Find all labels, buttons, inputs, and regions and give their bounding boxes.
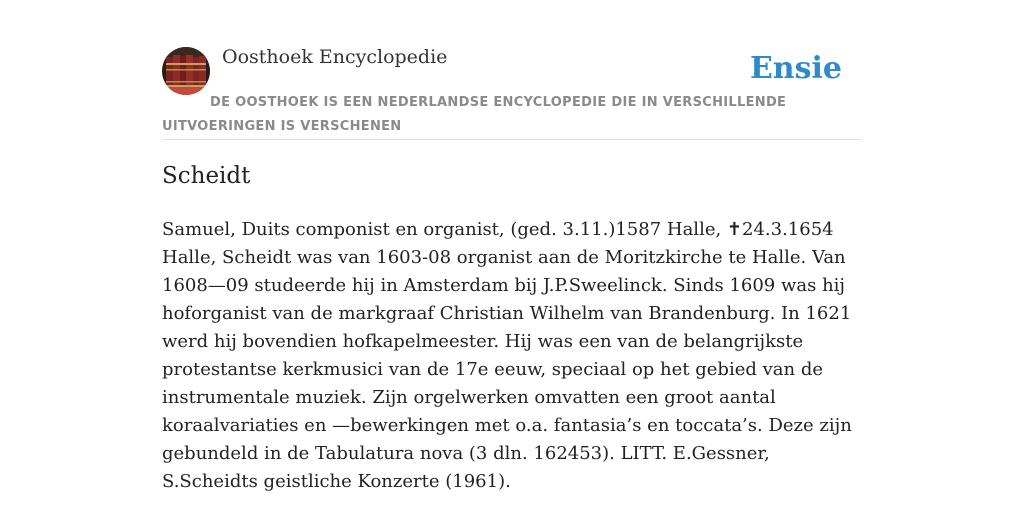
site-name-link[interactable]: Oosthoek Encyclopedie [222,46,448,68]
article-body: Samuel, Duits componist en organist, (ged. 3.11.)1587 Halle, ✝24.3.1654 Halle, Scheidt was van 1603-08 organist aan de Moritzkirche te Halle. Van 1608—09 studeerde hij in Amsterdam bij J.P.Sweelinck. Sinds 1609 was hij hoforganist van de markgraaf Christian Wilhelm van Brandenburg. In 1621 werd hij bovendien hofkapelmeester. Hij was een van de belangrijkste protestantse kerkmusici van de 17e eeuw, speciaal op het gebied van de instrumentale muziek. Zijn orgelwerken omvatten een groot aantal koraalvariaties en —bewerkingen met o.a. fantasia’s en toccata’s. Deze zijn gebundeld in de Tabulatura nova (3 dln. 162453). LITT. E.Gessner, S.Scheidts geistliche Konzerte (1961). [162,219,852,492]
brand-logo[interactable]: Ensie [749,51,842,86]
header-divider [162,139,862,140]
encyclopedia-books-icon[interactable] [162,47,210,95]
site-tagline: DE OOSTHOEK IS EEN NEDERLANDSE ENCYCLOPEDIE DIE IN VERSCHILLENDE UITVOERINGEN IS VERSCHENEN [162,95,787,134]
article-title: Scheidt [162,163,251,189]
